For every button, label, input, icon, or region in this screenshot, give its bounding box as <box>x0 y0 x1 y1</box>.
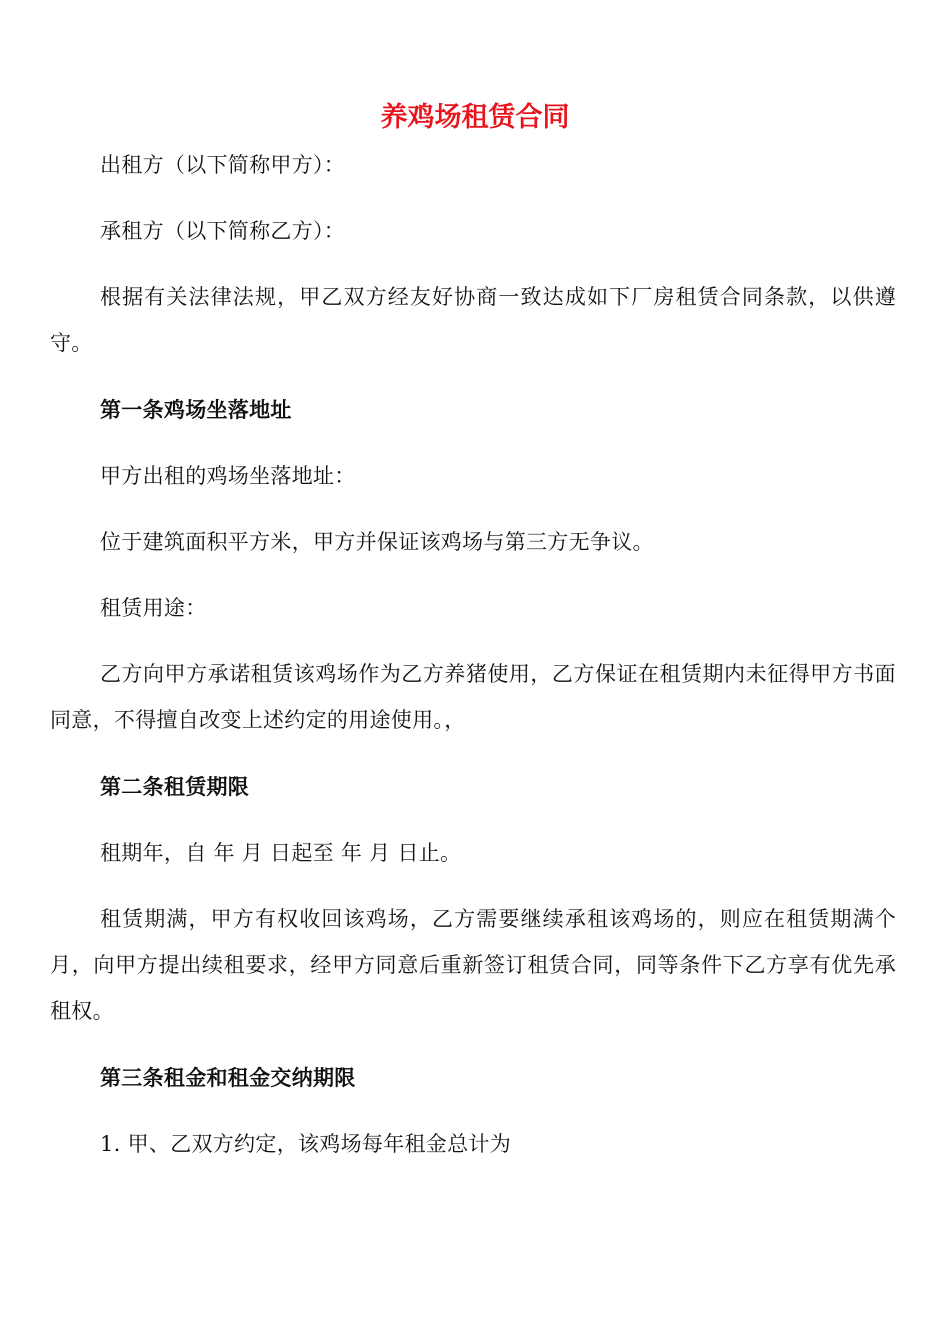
usage-paragraph: 乙方向甲方承诺租赁该鸡场作为乙方养猪使用，乙方保证在租赁期内未征得甲方书面同意，不得擅自改变上述约定的用途使用。， <box>50 662 896 732</box>
document-title: 养鸡场租赁合同 <box>380 102 570 133</box>
article-3-heading: 第三条租金和租金交纳期限 <box>100 1065 356 1090</box>
article-1-heading: 第一条鸡场坐落地址 <box>100 397 292 422</box>
term-line: 租期年，自 年 月 日起至 年 月 日止。 <box>100 841 462 865</box>
rent-item-1: 1. 甲、乙双方约定，该鸡场每年租金总计为 <box>100 1132 512 1156</box>
preamble-paragraph: 根据有关法律法规，甲乙双方经友好协商一致达成如下厂房租赁合同条款，以供遵守。 <box>50 285 896 355</box>
usage-label: 租赁用途： <box>100 596 207 620</box>
renewal-paragraph: 租赁期满，甲方有权收回该鸡场，乙方需要继续承租该鸡场的，则应在租赁期满个月，向甲方提出续租要求，经甲方同意后重新签订租赁合同，同等条件下乙方享有优先承租权。 <box>50 907 896 1023</box>
lessee-line: 承租方（以下简称乙方）： <box>100 219 346 243</box>
address-line: 甲方出租的鸡场坐落地址： <box>100 464 356 488</box>
area-paragraph: 位于建筑面积平方米，甲方并保证该鸡场与第三方无争议。 <box>100 530 654 554</box>
article-2-heading: 第二条租赁期限 <box>100 774 250 799</box>
lessor-line: 出租方（以下简称甲方）： <box>100 153 346 177</box>
